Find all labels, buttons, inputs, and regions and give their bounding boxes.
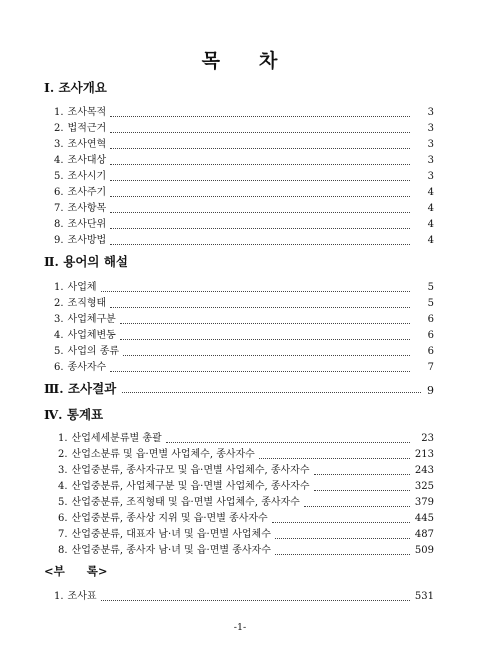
section-heading-4: Ⅳ. 통계표	[44, 407, 104, 422]
entry-label: 산업중분류, 사업체구분 및 읍·면별 사업체수, 종사자수	[71, 481, 310, 492]
toc-entry[interactable]	[54, 106, 434, 120]
entry-number: 4.	[54, 330, 64, 341]
entry-label: 사업체변동	[67, 330, 116, 341]
entry-number: 7.	[58, 529, 68, 540]
entry-page-number: 509	[414, 545, 434, 556]
leader-dots	[110, 212, 410, 213]
entry-label: 조사단위	[67, 219, 107, 230]
section-heading-1: Ⅰ. 조사개요	[44, 80, 107, 95]
leader-dots	[120, 323, 410, 324]
entry-label: 산업세세분류별 총괄	[71, 433, 162, 444]
leader-dots	[101, 291, 410, 292]
entry-page-number: 6	[427, 314, 434, 325]
leader-dots	[259, 458, 410, 459]
entry-page-number: 445	[414, 513, 434, 524]
section-heading-3[interactable]	[44, 379, 434, 397]
entry-number: 5.	[54, 346, 64, 357]
appendix-heading	[44, 563, 108, 579]
entry-label: 산업중분류, 종사자 남·녀 및 읍·면별 종사자수	[71, 545, 271, 556]
toc-entry[interactable]	[58, 480, 434, 494]
entry-page-number: 9	[427, 384, 434, 397]
leader-dots	[272, 522, 410, 523]
entry-label: 산업중분류, 조직형태 및 읍·면별 사업체수, 종사자수	[71, 497, 300, 508]
leader-dots	[110, 132, 410, 133]
leader-dots	[120, 339, 410, 340]
page-footer-number: -1-	[233, 622, 247, 633]
entry-page-number: 5	[427, 298, 434, 309]
leader-dots	[110, 307, 410, 308]
entry-number: 2.	[58, 449, 68, 460]
entry-label: 사업의 종류	[67, 346, 120, 357]
leader-dots	[304, 506, 410, 507]
leader-dots	[110, 148, 410, 149]
entry-page-number: 5	[427, 282, 434, 293]
appendix-heading-right: 록>	[86, 564, 108, 578]
entry-number: 8.	[58, 545, 68, 556]
toc-entry[interactable]	[54, 313, 434, 327]
entry-label: 조사표	[67, 591, 97, 602]
title-part-1: 목	[201, 50, 221, 72]
leader-dots	[122, 392, 421, 393]
entry-label: 조사항목	[67, 203, 107, 214]
toc-entry[interactable]	[54, 297, 434, 311]
toc-entry[interactable]	[54, 170, 434, 184]
entry-page-number: 7	[427, 362, 434, 373]
toc-entry[interactable]	[54, 154, 434, 168]
entry-number: 3.	[54, 314, 64, 325]
entry-page-number: 243	[414, 465, 434, 476]
entry-number: 6.	[58, 513, 68, 524]
entry-number: 6.	[54, 187, 64, 198]
appendix-heading-left: <부	[44, 564, 65, 578]
toc-entry[interactable]	[54, 138, 434, 152]
entry-number: 4.	[54, 155, 64, 166]
section-heading-label: Ⅲ. 조사결과	[44, 381, 117, 396]
entry-number: 6.	[54, 362, 64, 373]
leader-dots	[110, 244, 410, 245]
entry-number: 2.	[54, 123, 64, 134]
toc-entry[interactable]	[54, 281, 434, 295]
entry-number: 1.	[54, 591, 64, 602]
leader-dots	[101, 600, 410, 601]
entry-label: 조사주기	[67, 187, 107, 198]
leader-dots	[275, 554, 410, 555]
entry-number: 7.	[54, 203, 64, 214]
entry-page-number: 487	[414, 529, 434, 540]
entry-label: 법적근거	[67, 123, 107, 134]
entry-label: 산업중분류, 종사상 지위 및 읍·면별 종사자수	[71, 513, 268, 524]
leader-dots	[314, 490, 411, 491]
entry-number: 1.	[54, 107, 64, 118]
entry-page-number: 4	[427, 235, 434, 246]
entry-label: 조사연혁	[67, 139, 107, 150]
section-heading-2: Ⅱ. 용어의 해설	[44, 254, 128, 269]
entry-page-number: 325	[414, 481, 434, 492]
leader-dots	[110, 196, 410, 197]
toc-entry[interactable]	[58, 528, 434, 542]
entry-label: 조사대상	[67, 155, 107, 166]
entry-page-number: 3	[427, 139, 434, 150]
entry-page-number: 3	[427, 155, 434, 166]
leader-dots	[275, 538, 410, 539]
entry-page-number: 3	[427, 107, 434, 118]
toc-entry[interactable]	[58, 464, 434, 478]
entry-page-number: 4	[427, 219, 434, 230]
toc-entry[interactable]	[58, 544, 434, 558]
toc-entry[interactable]	[54, 202, 434, 216]
toc-entry[interactable]	[58, 512, 434, 526]
entry-label: 조사목적	[67, 107, 107, 118]
entry-number: 3.	[54, 139, 64, 150]
toc-entry[interactable]	[54, 590, 434, 604]
leader-dots	[110, 164, 410, 165]
title-part-2: 차	[259, 50, 279, 72]
toc-entry[interactable]	[58, 432, 434, 446]
entry-page-number: 6	[427, 346, 434, 357]
entry-number: 1.	[58, 433, 68, 444]
toc-entry[interactable]	[54, 218, 434, 232]
leader-dots	[110, 116, 410, 117]
leader-dots	[110, 180, 410, 181]
entry-number: 2.	[54, 298, 64, 309]
entry-label: 사업체	[67, 282, 97, 293]
entry-label: 종사자수	[67, 362, 107, 373]
entry-label: 산업중분류, 종사자규모 및 읍·면별 사업체수, 종사자수	[71, 465, 310, 476]
entry-number: 1.	[54, 282, 64, 293]
entry-page-number: 531	[414, 591, 434, 602]
leader-dots	[314, 474, 411, 475]
toc-entry[interactable]	[54, 329, 434, 343]
entry-number: 5.	[58, 497, 68, 508]
entry-page-number: 3	[427, 171, 434, 182]
entry-label: 조직형태	[67, 298, 107, 309]
entry-number: 8.	[54, 219, 64, 230]
leader-dots	[110, 228, 410, 229]
entry-number: 3.	[58, 465, 68, 476]
toc-entry[interactable]	[54, 186, 434, 200]
entry-page-number: 213	[414, 449, 434, 460]
entry-page-number: 4	[427, 203, 434, 214]
toc-entry[interactable]	[58, 448, 434, 462]
leader-dots	[123, 355, 410, 356]
toc-entry[interactable]	[54, 122, 434, 136]
entry-number: 9.	[54, 235, 64, 246]
toc-entry[interactable]	[54, 234, 434, 248]
entry-label: 조사방법	[67, 235, 107, 246]
entry-label: 조사시기	[67, 171, 107, 182]
entry-page-number: 6	[427, 330, 434, 341]
entry-page-number: 4	[427, 187, 434, 198]
toc-entry[interactable]	[58, 496, 434, 510]
entry-number: 4.	[58, 481, 68, 492]
entry-page-number: 3	[427, 123, 434, 134]
page-title	[0, 46, 480, 73]
toc-entry[interactable]	[54, 361, 434, 375]
leader-dots	[110, 371, 410, 372]
entry-label: 산업중분류, 대표자 남·녀 및 읍·면별 사업체수	[71, 529, 271, 540]
entry-page-number: 23	[421, 433, 434, 444]
entry-page-number: 379	[414, 497, 434, 508]
entry-number: 5.	[54, 171, 64, 182]
entry-label: 사업체구분	[67, 314, 116, 325]
entry-label: 산업소분류 및 읍·면별 사업체수, 종사자수	[71, 449, 255, 460]
leader-dots	[166, 442, 410, 443]
toc-entry[interactable]	[54, 345, 434, 359]
